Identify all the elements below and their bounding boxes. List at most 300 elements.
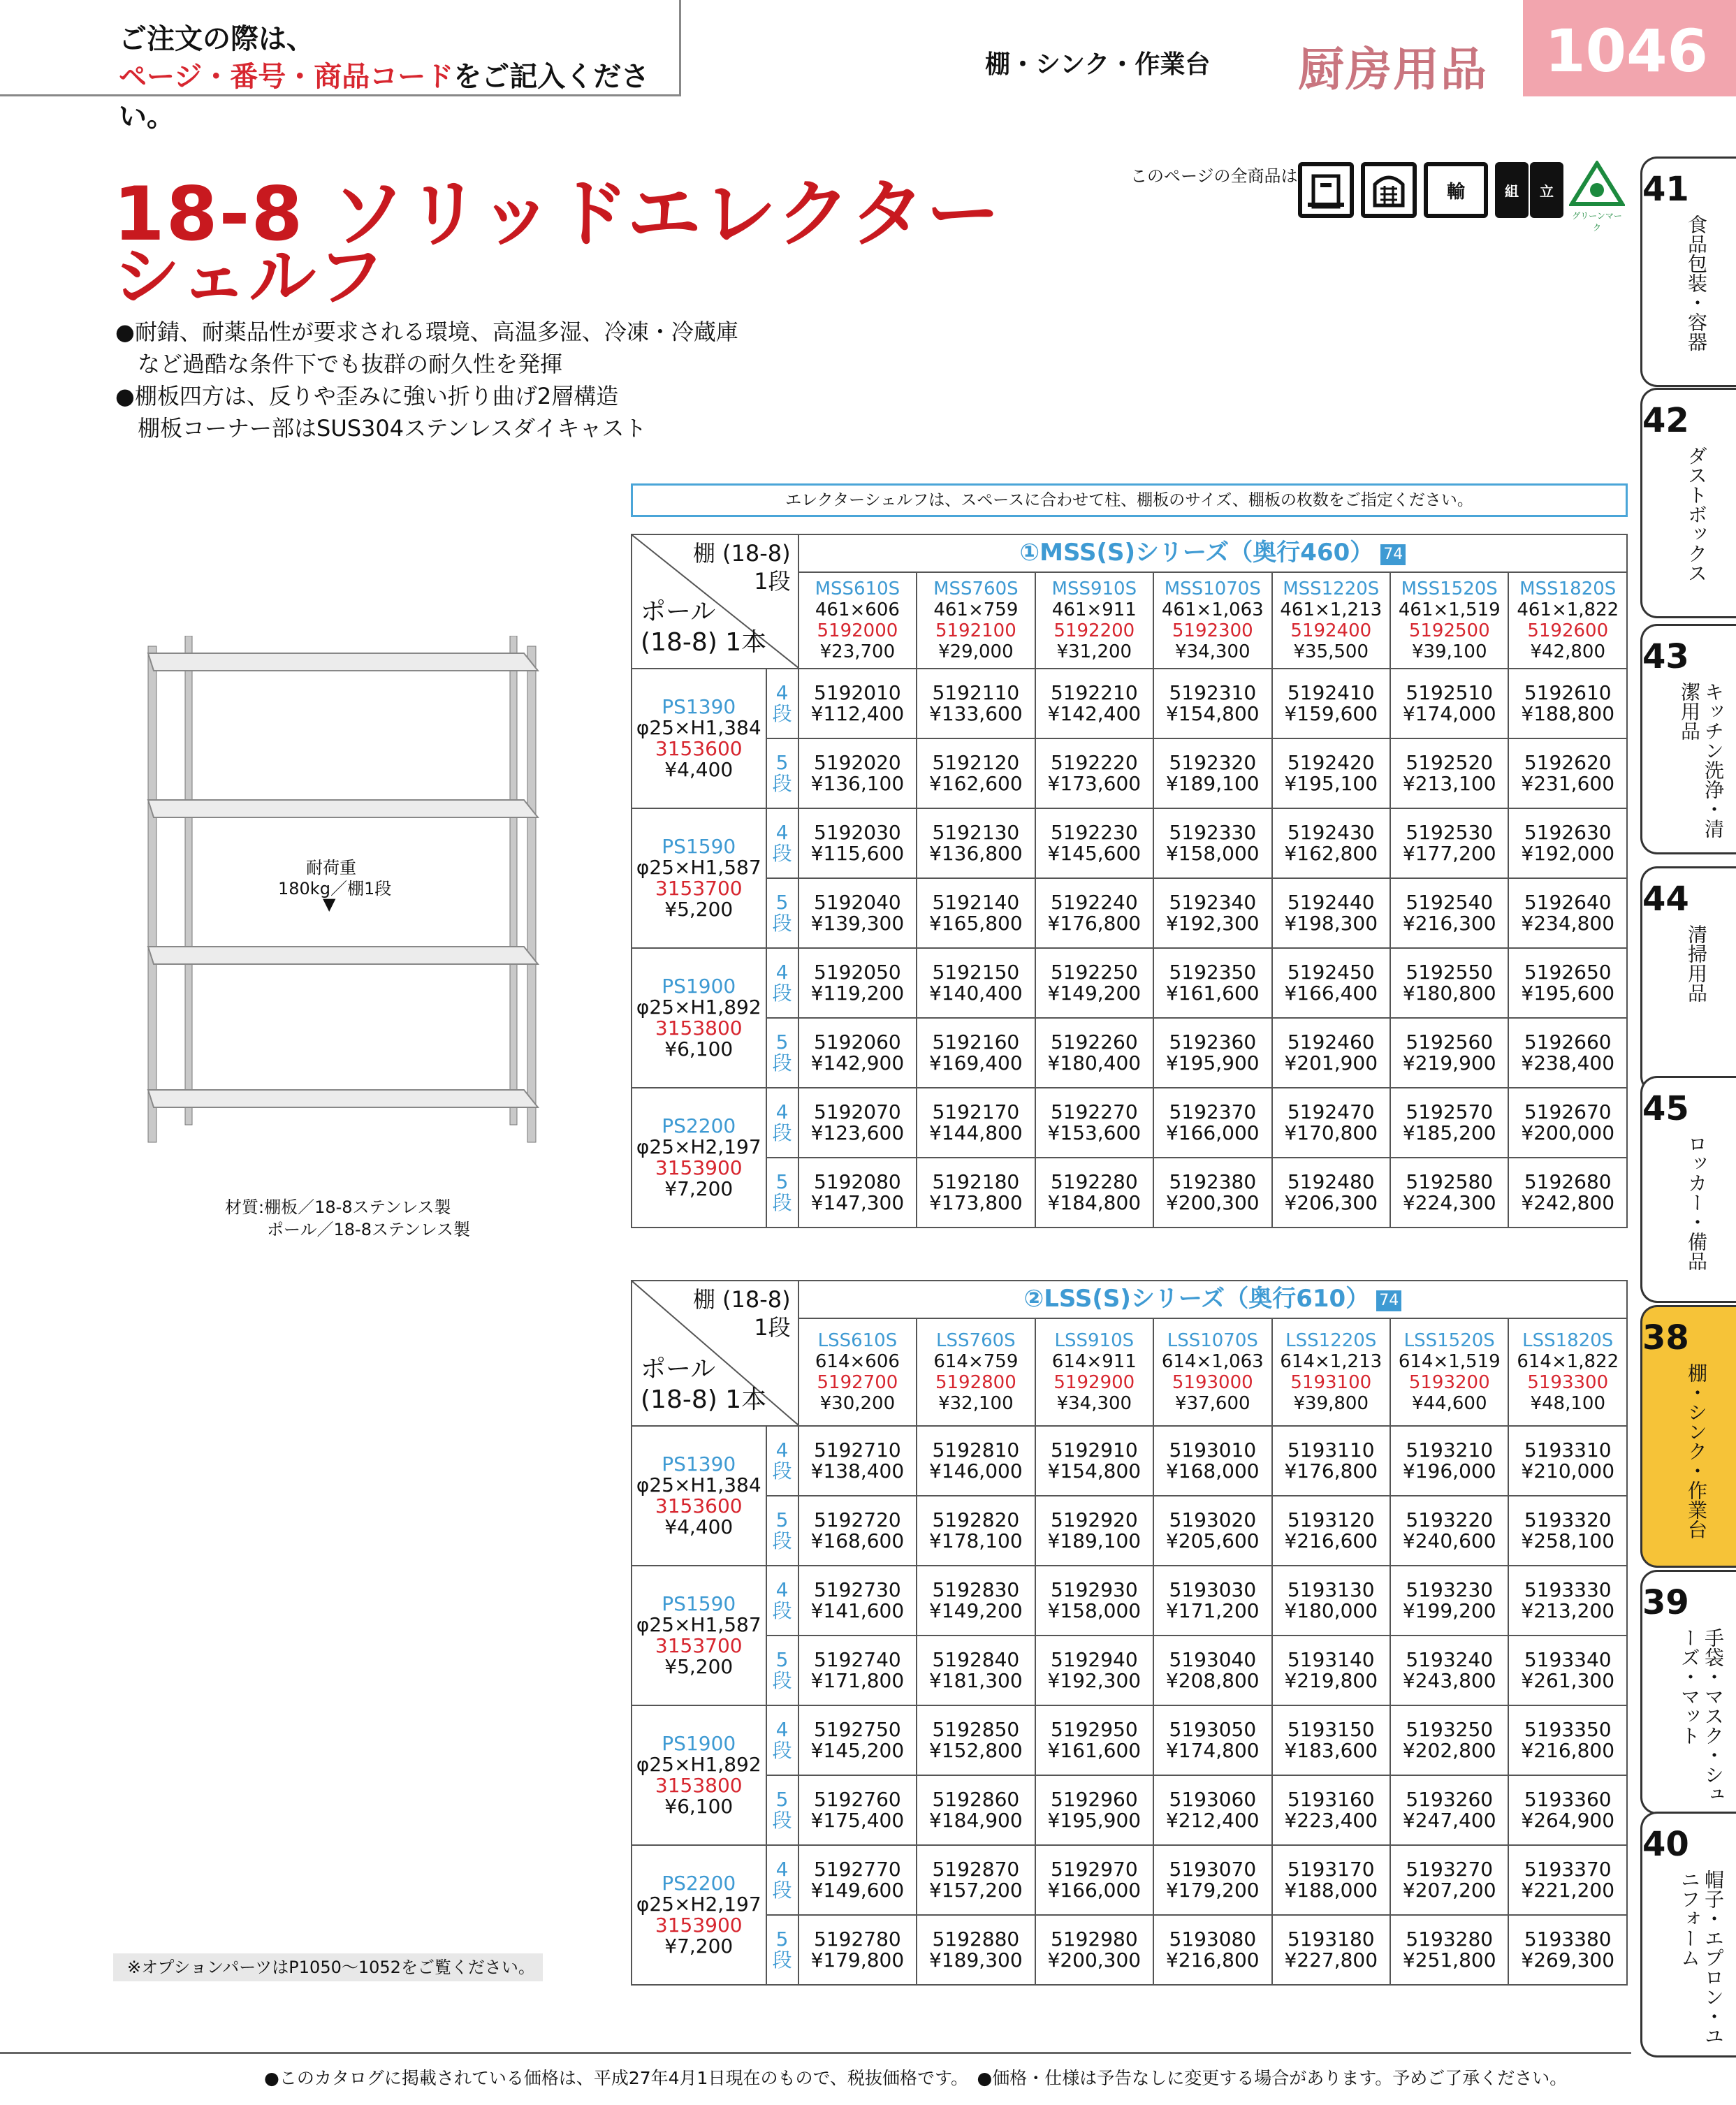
shelf-code: 5192500 xyxy=(1408,620,1490,641)
shelf-size: 614×759 xyxy=(933,1351,1019,1372)
product-price: ¥169,400 xyxy=(929,1051,1023,1075)
price-cell xyxy=(1390,1705,1508,1775)
price-cell xyxy=(1153,1088,1271,1158)
price-cell xyxy=(1153,1158,1271,1228)
footer-divider xyxy=(0,2052,1631,2054)
series-title-text: ①MSS(S)シリーズ（奥行460） xyxy=(1019,538,1374,567)
price-cell xyxy=(917,1088,1035,1158)
product-code: 5193240 xyxy=(1406,1648,1494,1671)
product-price: ¥207,200 xyxy=(1402,1879,1496,1902)
product-code: 5193010 xyxy=(1169,1438,1257,1462)
product-price: ¥162,600 xyxy=(929,772,1023,795)
corner-pole-text: ポール xyxy=(641,1355,716,1383)
shelf-model-cell xyxy=(917,1318,1035,1426)
product-price: ¥180,400 xyxy=(1047,1051,1141,1075)
pole-size: φ25×H1,384 xyxy=(636,1473,761,1496)
shelf-code: 5192700 xyxy=(817,1372,898,1393)
price-cell xyxy=(1508,1636,1627,1705)
product-price: ¥195,600 xyxy=(1521,982,1615,1005)
product-price: ¥195,900 xyxy=(1165,1051,1260,1075)
pole-model: PS2200 xyxy=(662,1114,736,1137)
pole-code: 3153700 xyxy=(655,1634,743,1657)
price-cell xyxy=(1153,1705,1271,1775)
product-code: 5192670 xyxy=(1524,1100,1612,1123)
product-code: 5192080 xyxy=(814,1170,901,1193)
price-cell xyxy=(917,878,1035,948)
product-price: ¥200,300 xyxy=(1047,1949,1141,1972)
product-price: ¥115,600 xyxy=(810,842,905,865)
corner-shelf-label xyxy=(693,539,791,595)
table-row xyxy=(632,1426,1627,1496)
shelf-code: 5192300 xyxy=(1172,620,1253,641)
product-price: ¥159,600 xyxy=(1284,702,1378,725)
pole-price: ¥4,400 xyxy=(664,1515,734,1538)
price-cell xyxy=(917,1158,1035,1228)
tab-number: 44 xyxy=(1642,880,1689,919)
price-cell xyxy=(1153,948,1271,1018)
material-shelf: 材質:棚板／18-8ステンレス製 xyxy=(225,1197,451,1217)
load-value: 180kg／棚1段 xyxy=(278,879,392,898)
product-price: ¥147,300 xyxy=(810,1191,905,1214)
tab-label: 食品包装・容器 xyxy=(1685,214,1708,351)
price-cell xyxy=(1035,948,1153,1018)
product-price: ¥179,200 xyxy=(1165,1879,1260,1902)
product-price: ¥269,300 xyxy=(1521,1949,1615,1972)
price-cell xyxy=(1035,1496,1153,1566)
product-price: ¥136,800 xyxy=(929,842,1023,865)
product-code: 5193040 xyxy=(1169,1648,1257,1671)
tab-38[interactable] xyxy=(1640,1305,1736,1568)
shelf-model: LSS1820S xyxy=(1522,1330,1614,1351)
price-cell xyxy=(798,1705,917,1775)
corner-shelf-unit: 1段 xyxy=(754,1314,791,1341)
price-cell xyxy=(1390,1158,1508,1228)
corner-shelf-text: 棚 (18-8) xyxy=(692,1286,791,1313)
tab-label: 手袋・マスク・シューズ・マット xyxy=(1678,1628,1725,1804)
price-cell xyxy=(1035,1705,1153,1775)
stand-icon-text: 立 xyxy=(1540,182,1554,200)
table-corner-header xyxy=(632,1281,798,1426)
shelf-model-cell xyxy=(917,572,1035,669)
icons-label: このページの全商品は xyxy=(1130,166,1298,186)
corner-pole-unit: (18-8) 1本 xyxy=(641,1385,767,1414)
pole-model: PS1900 xyxy=(662,1732,736,1755)
pole-size: φ25×H1,587 xyxy=(636,1613,761,1636)
price-cell xyxy=(1390,878,1508,948)
pole-price: ¥7,200 xyxy=(664,1935,734,1958)
product-price: ¥166,000 xyxy=(1047,1879,1141,1902)
price-cell xyxy=(1508,1845,1627,1915)
shelf-model: MSS1220S xyxy=(1283,578,1380,599)
product-price: ¥166,000 xyxy=(1165,1121,1260,1144)
series-title xyxy=(798,534,1627,572)
product-code: 5193180 xyxy=(1287,1928,1375,1951)
price-cell xyxy=(1272,1088,1390,1158)
product-price: ¥145,200 xyxy=(810,1739,905,1762)
product-price: ¥188,000 xyxy=(1284,1879,1378,1902)
product-code: 5192260 xyxy=(1050,1030,1138,1054)
tab-39[interactable] xyxy=(1640,1570,1736,1814)
shelf-price: ¥32,100 xyxy=(938,1393,1014,1414)
shelf-model-cell xyxy=(1153,572,1271,669)
product-code: 5192470 xyxy=(1287,1100,1375,1123)
price-cell xyxy=(1035,878,1153,948)
product-price: ¥166,400 xyxy=(1284,982,1378,1005)
product-code: 5193130 xyxy=(1287,1578,1375,1601)
table-row xyxy=(632,1158,1627,1228)
product-code: 5192880 xyxy=(932,1928,1020,1951)
tab-43[interactable] xyxy=(1640,624,1736,854)
product-price: ¥171,800 xyxy=(810,1669,905,1692)
product-code: 5192550 xyxy=(1406,961,1494,984)
product-code: 5192810 xyxy=(932,1438,1020,1462)
price-cell xyxy=(798,878,917,948)
shelf-code: 5192900 xyxy=(1053,1372,1135,1393)
corner-pole-unit: (18-8) 1本 xyxy=(641,628,767,657)
price-cell xyxy=(1272,808,1390,878)
shelf-price: ¥23,700 xyxy=(819,641,896,662)
product-code: 5192340 xyxy=(1169,891,1257,914)
pole-cell xyxy=(632,1566,766,1705)
product-code: 5192450 xyxy=(1287,961,1375,984)
shelf-size: 461×759 xyxy=(933,599,1019,620)
product-code: 5192130 xyxy=(932,821,1020,844)
product-price: ¥240,600 xyxy=(1402,1529,1496,1552)
tab-number: 41 xyxy=(1642,170,1689,209)
product-price: ¥199,200 xyxy=(1402,1599,1496,1622)
price-cell xyxy=(1272,1426,1390,1496)
product-code: 5192870 xyxy=(932,1858,1020,1881)
product-code: 5192070 xyxy=(814,1100,901,1123)
corner-pole-text: ポール xyxy=(641,597,716,626)
product-price: ¥206,300 xyxy=(1284,1191,1378,1214)
catalog-ref-icon: 74 xyxy=(1380,544,1406,565)
product-code: 5192580 xyxy=(1406,1170,1494,1193)
tier-count: 4段 xyxy=(766,1566,798,1636)
price-cell xyxy=(917,1566,1035,1636)
product-code: 5192230 xyxy=(1050,821,1138,844)
price-cell xyxy=(798,1496,917,1566)
assembly-icon xyxy=(1495,162,1529,218)
price-cell xyxy=(1508,1426,1627,1496)
pole-code: 3153900 xyxy=(655,1914,743,1937)
import-icon-text: 輸 xyxy=(1446,181,1465,203)
price-cell xyxy=(1035,1636,1153,1705)
price-cell xyxy=(917,1426,1035,1496)
product-price: ¥192,300 xyxy=(1165,912,1260,935)
product-price: ¥161,600 xyxy=(1165,982,1260,1005)
pole-cell xyxy=(632,948,766,1088)
product-price: ¥195,900 xyxy=(1047,1809,1141,1832)
product-price: ¥183,600 xyxy=(1284,1739,1378,1762)
product-code: 5192940 xyxy=(1050,1648,1138,1671)
price-cell xyxy=(1390,1018,1508,1088)
product-price: ¥192,000 xyxy=(1521,842,1615,865)
product-price: ¥181,300 xyxy=(929,1669,1023,1692)
product-price: ¥212,400 xyxy=(1165,1809,1260,1832)
page-number-box xyxy=(1523,0,1736,96)
tier-count: 4段 xyxy=(766,808,798,878)
tab-label: ダストボックス xyxy=(1685,446,1708,583)
corner-shelf-unit: 1段 xyxy=(754,568,791,595)
shelf-model: MSS1070S xyxy=(1164,578,1261,599)
load-label: 耐荷重 xyxy=(306,858,356,877)
product-code: 5192220 xyxy=(1050,751,1138,774)
shelf-code: 5192100 xyxy=(935,620,1016,641)
price-cell xyxy=(1272,878,1390,948)
pole-code: 3153600 xyxy=(655,737,743,760)
product-price: ¥192,300 xyxy=(1047,1669,1141,1692)
product-code: 5192570 xyxy=(1406,1100,1494,1123)
product-price: ¥180,800 xyxy=(1402,982,1496,1005)
product-price: ¥221,200 xyxy=(1521,1879,1615,1902)
product-code: 5192860 xyxy=(932,1788,1020,1811)
product-code: 5193210 xyxy=(1406,1438,1494,1462)
pole-price: ¥6,100 xyxy=(664,1037,734,1061)
product-code: 5193250 xyxy=(1406,1718,1494,1741)
arrow-down-icon: ▼ xyxy=(323,894,336,914)
product-code: 5193150 xyxy=(1287,1718,1375,1741)
pole-model: PS1900 xyxy=(662,975,736,998)
green-mark-label: グリーンマーク xyxy=(1572,211,1622,233)
pole-cell xyxy=(632,1426,766,1566)
product-code: 5192950 xyxy=(1050,1718,1138,1741)
shelf-price: ¥48,100 xyxy=(1530,1393,1605,1414)
tab-41[interactable] xyxy=(1640,156,1736,387)
product-code: 5192920 xyxy=(1050,1508,1138,1531)
price-cell xyxy=(917,1845,1035,1915)
pole-code: 3153900 xyxy=(655,1156,743,1179)
product-price: ¥200,000 xyxy=(1521,1121,1615,1144)
product-price: ¥238,400 xyxy=(1521,1051,1615,1075)
tab-number: 42 xyxy=(1642,401,1689,440)
product-price: ¥138,400 xyxy=(810,1459,905,1483)
product-code: 5192310 xyxy=(1169,681,1257,704)
price-cell xyxy=(798,1775,917,1845)
product-code: 5192720 xyxy=(814,1508,901,1531)
price-cell xyxy=(1272,1496,1390,1566)
product-price: ¥178,100 xyxy=(929,1529,1023,1552)
product-price: ¥154,800 xyxy=(1165,702,1260,725)
product-price: ¥145,600 xyxy=(1047,842,1141,865)
product-price: ¥141,600 xyxy=(810,1599,905,1622)
corner-pole-label xyxy=(641,1354,766,1415)
pole-model: PS1590 xyxy=(662,835,736,858)
product-price: ¥216,300 xyxy=(1402,912,1496,935)
tier-count: 5段 xyxy=(766,1636,798,1705)
tab-label: 帽子・エプロン・ユニフォーム xyxy=(1678,1870,1725,2046)
product-price: ¥174,800 xyxy=(1165,1739,1260,1762)
stand-icon xyxy=(1530,162,1563,218)
product-code: 5192180 xyxy=(932,1170,1020,1193)
price-cell xyxy=(1390,808,1508,878)
pole-code: 3153800 xyxy=(655,1774,743,1797)
product-price: ¥176,800 xyxy=(1047,912,1141,935)
price-cell xyxy=(1153,1566,1271,1636)
product-code: 5192650 xyxy=(1524,961,1612,984)
table-row xyxy=(632,669,1627,738)
pole-size: φ25×H1,892 xyxy=(636,1753,761,1776)
shelf-code: 5192400 xyxy=(1290,620,1372,641)
import-icon xyxy=(1424,162,1488,218)
product-code: 5193060 xyxy=(1169,1788,1257,1811)
product-price: ¥184,900 xyxy=(929,1809,1023,1832)
tab-45[interactable] xyxy=(1640,1076,1736,1303)
tab-42[interactable] xyxy=(1640,388,1736,618)
product-code: 5193020 xyxy=(1169,1508,1257,1531)
product-price: ¥216,800 xyxy=(1165,1949,1260,1972)
product-price: ¥119,200 xyxy=(810,982,905,1005)
product-code: 5193380 xyxy=(1524,1928,1612,1951)
shelf-size: 461×606 xyxy=(815,599,900,620)
product-code: 5192360 xyxy=(1169,1030,1257,1054)
tab-44[interactable] xyxy=(1640,866,1736,1093)
corner-shelf-label xyxy=(693,1285,791,1341)
table-row xyxy=(632,808,1627,878)
price-cell xyxy=(1153,669,1271,738)
price-cell xyxy=(917,1915,1035,1985)
pole-size: φ25×H1,892 xyxy=(636,996,761,1019)
price-cell xyxy=(1508,1705,1627,1775)
product-code: 5192840 xyxy=(932,1648,1020,1671)
product-price: ¥144,800 xyxy=(929,1121,1023,1144)
tab-number: 38 xyxy=(1642,1318,1689,1357)
product-code: 5193230 xyxy=(1406,1578,1494,1601)
corner-pole-label xyxy=(641,597,766,658)
price-cell xyxy=(1390,1845,1508,1915)
pole-cell xyxy=(632,1705,766,1845)
product-price: ¥184,800 xyxy=(1047,1191,1141,1214)
price-cell xyxy=(1153,808,1271,878)
shelf-model-cell xyxy=(1153,1318,1271,1426)
shelf-model-cell xyxy=(1272,572,1390,669)
product-code: 5193370 xyxy=(1524,1858,1612,1881)
product-price: ¥152,800 xyxy=(929,1739,1023,1762)
price-cell xyxy=(917,808,1035,878)
price-cell xyxy=(1035,1018,1153,1088)
product-price: ¥173,800 xyxy=(929,1191,1023,1214)
price-cell xyxy=(1508,669,1627,738)
product-code: 5192350 xyxy=(1169,961,1257,984)
pole-price: ¥4,400 xyxy=(664,758,734,781)
product-code: 5192150 xyxy=(932,961,1020,984)
product-code: 5192780 xyxy=(814,1928,901,1951)
product-code: 5192930 xyxy=(1050,1578,1138,1601)
product-code: 5193320 xyxy=(1524,1508,1612,1531)
pole-cell xyxy=(632,1088,766,1228)
price-cell xyxy=(798,1566,917,1636)
product-price: ¥179,800 xyxy=(810,1949,905,1972)
product-price: ¥242,800 xyxy=(1521,1191,1615,1214)
product-code: 5193070 xyxy=(1169,1858,1257,1881)
shelf-size: 461×911 xyxy=(1051,599,1137,620)
product-price: ¥219,800 xyxy=(1284,1669,1378,1692)
product-code: 5192610 xyxy=(1524,681,1612,704)
category-name: 厨房用品 xyxy=(1298,43,1488,96)
product-code: 5192530 xyxy=(1406,821,1494,844)
price-cell xyxy=(1153,1426,1271,1496)
shelf-model: LSS610S xyxy=(817,1330,898,1351)
price-cell xyxy=(1390,1775,1508,1845)
order-note-line1: ご注文の際は、 xyxy=(119,23,314,55)
pole-cell xyxy=(632,1845,766,1985)
shelf-size: 614×911 xyxy=(1051,1351,1137,1372)
shelf-price: ¥34,300 xyxy=(1175,641,1250,662)
product-code: 5193350 xyxy=(1524,1718,1612,1741)
price-cell xyxy=(798,1426,917,1496)
product-code: 5192520 xyxy=(1406,751,1494,774)
shelf-size: 614×1,213 xyxy=(1280,1351,1383,1372)
shelf-size: 461×1,519 xyxy=(1398,599,1501,620)
product-price: ¥261,300 xyxy=(1521,1669,1615,1692)
price-cell xyxy=(1390,1426,1508,1496)
product-code: 5192280 xyxy=(1050,1170,1138,1193)
product-price: ¥234,800 xyxy=(1521,912,1615,935)
product-code: 5192760 xyxy=(814,1788,901,1811)
product-code: 5192460 xyxy=(1287,1030,1375,1054)
product-price: ¥189,100 xyxy=(1047,1529,1141,1552)
product-price: ¥205,600 xyxy=(1165,1529,1260,1552)
price-cell xyxy=(1390,948,1508,1018)
shelf-code: 5192800 xyxy=(935,1372,1016,1393)
option-note: ※オプションパーツはP1050〜1052をご覧ください。 xyxy=(113,1953,543,1981)
price-cell xyxy=(1272,1636,1390,1705)
product-price: ¥177,200 xyxy=(1402,842,1496,865)
product-price: ¥171,200 xyxy=(1165,1599,1260,1622)
product-price: ¥161,600 xyxy=(1047,1739,1141,1762)
product-price: ¥213,100 xyxy=(1402,772,1496,795)
product-code: 5192430 xyxy=(1287,821,1375,844)
feature-line: ●耐錆、耐薬品性が要求される環境、高温多湿、冷凍・冷蔵庫 xyxy=(115,319,738,345)
product-code: 5193280 xyxy=(1406,1928,1494,1951)
shelf-size: 614×1,063 xyxy=(1161,1351,1264,1372)
price-cell xyxy=(798,1915,917,1985)
price-cell xyxy=(1508,808,1627,878)
price-cell xyxy=(798,808,917,878)
table-row xyxy=(632,1775,1627,1845)
product-price: ¥168,600 xyxy=(810,1529,905,1552)
table-row xyxy=(632,1088,1627,1158)
table-row xyxy=(632,948,1627,1018)
shelf-price: ¥44,600 xyxy=(1411,1393,1487,1414)
shelf-size: 614×606 xyxy=(815,1351,900,1372)
shelf-size: 614×1,519 xyxy=(1398,1351,1501,1372)
product-code: 5193330 xyxy=(1524,1578,1612,1601)
price-cell xyxy=(1153,1845,1271,1915)
tab-40[interactable] xyxy=(1640,1812,1736,2057)
price-cell xyxy=(1508,1018,1627,1088)
catalog-ref-icon: 74 xyxy=(1376,1290,1401,1311)
product-price: ¥216,600 xyxy=(1284,1529,1378,1552)
price-cell xyxy=(1035,1915,1153,1985)
product-price: ¥173,600 xyxy=(1047,772,1141,795)
pole-code: 3153800 xyxy=(655,1017,743,1040)
price-cell xyxy=(1035,808,1153,878)
shelf-model-cell xyxy=(1272,1318,1390,1426)
product-price: ¥142,400 xyxy=(1047,702,1141,725)
assembly-icon-text: 組 xyxy=(1505,182,1519,200)
product-code: 5192820 xyxy=(932,1508,1020,1531)
price-cell xyxy=(917,1705,1035,1775)
price-cell xyxy=(1035,669,1153,738)
price-cell xyxy=(1272,1915,1390,1985)
product-code: 5193220 xyxy=(1406,1508,1494,1531)
price-cell xyxy=(1508,878,1627,948)
price-cell xyxy=(1508,1088,1627,1158)
product-price: ¥258,100 xyxy=(1521,1529,1615,1552)
product-price: ¥149,200 xyxy=(1047,982,1141,1005)
product-price: ¥189,100 xyxy=(1165,772,1260,795)
